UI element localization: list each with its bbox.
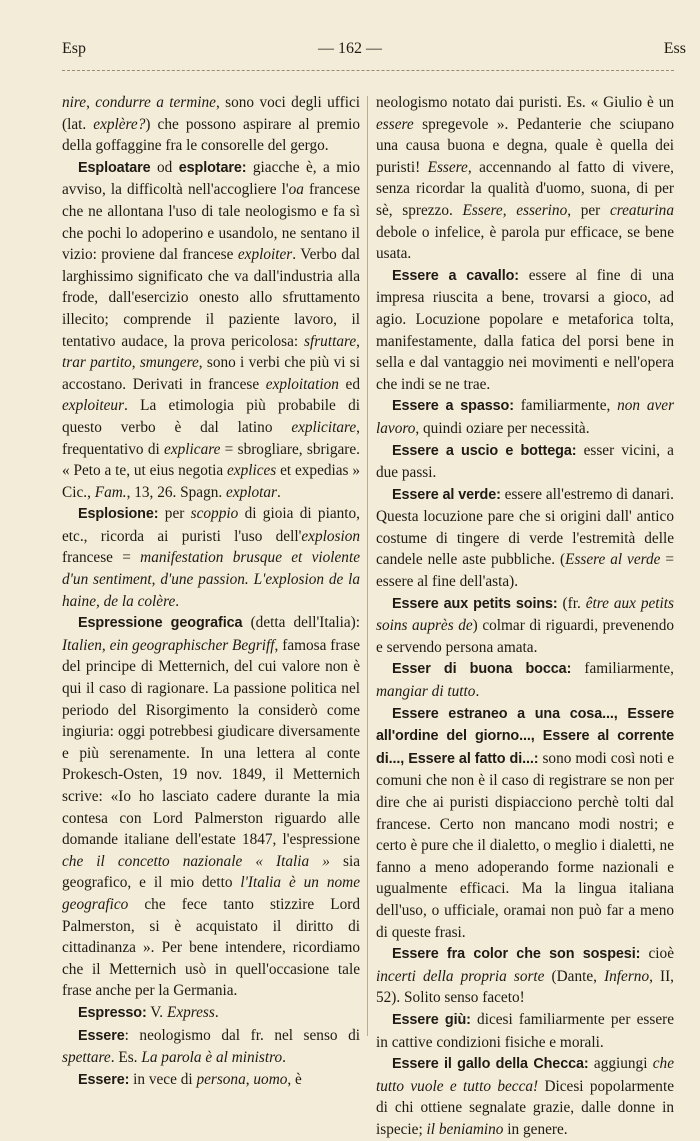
- entry-text: = sbrogliare, sbrigare. « Peto a te, ut eius negotia: [62, 440, 360, 480]
- running-head-left: Esp: [62, 40, 86, 57]
- entry-text: , 13, 26. Spagn.: [126, 483, 227, 501]
- italic-term: che il concetto nazionale « Italia »: [62, 852, 330, 870]
- right-column: [376, 92, 674, 1141]
- entry-text: . La etimologia più probabile di questo verbo è dal latino: [62, 397, 360, 436]
- entry-text: sono modi così noti e comuni che non è il caso di registrare se non per dire che ai puristi dispiacciono perchè tolti dal francese. Certo non mancano modi nostri; e certo è pure che il dialetto, o meglio i dialetti, ne fanno a meno adoperando forme nazionali e ugualmente efficaci. Ma la lingua italiana dell'uso, o ufficiale, oramai non può far a meno di queste frasi.: [376, 749, 674, 941]
- italic-term: il beniamino: [426, 1120, 504, 1138]
- entry-text: di gioia di pianto, etc., ricorda ai puristi l'uso dell': [62, 505, 360, 545]
- entry-text: ) colmar di riguardi, prevenendo e servendo persona amata.: [376, 617, 674, 656]
- entry-text: , frequentativo di: [62, 418, 360, 458]
- headword: Espresso:: [78, 1004, 147, 1021]
- entry-text: (fr.: [557, 594, 586, 612]
- headword: Essere: [78, 1027, 125, 1044]
- headword: Essere il gallo della Checca:: [392, 1056, 589, 1073]
- italic-term: explosion: [301, 527, 360, 545]
- italic-term: explicitare: [291, 418, 357, 436]
- entry-text: , sono i verbi che più vi si accostano. Derivati in francese: [62, 354, 360, 393]
- headword: Essere a cavallo:: [392, 267, 519, 284]
- entry-essere-fra-color-che-son-sospesi: [376, 943, 674, 1009]
- headword: Essere giù:: [392, 1011, 471, 1028]
- entry-esser-di-buona-bocca: [376, 658, 674, 702]
- italic-term: creaturina: [609, 201, 674, 219]
- italic-term: Essere: [427, 158, 468, 176]
- entry-text: in vece di: [129, 1070, 197, 1088]
- entry-text: dicesi familiarmente per essere in cattive condizioni fisiche e morali.: [376, 1010, 675, 1051]
- entry-text: in genere.: [503, 1120, 568, 1138]
- running-head-right: Ess: [663, 40, 686, 57]
- entry-essere-il-gallo-della-checca: [376, 1053, 674, 1140]
- page-number: — 162 —: [318, 40, 382, 57]
- entry-essere-persona: [62, 1069, 360, 1092]
- entry-text: ed: [338, 375, 360, 393]
- italic-term: uomo: [253, 1070, 288, 1088]
- entry-text: , sono voci degli uffici (lat.: [62, 94, 360, 133]
- entry-text: familiarmente,: [571, 660, 674, 678]
- entry-text: neologismo notato dai puristi. Es. « Giulio è un: [376, 94, 674, 111]
- entry-text: , famosa frase del principe di Metternich, del cui valore non è qui il caso di ragionare. La passione politica nel periodo del Risorgimento la considerò come ingiuria: oggi potrebbesi giudicare diversamente e più serenamente. In una lettera al conte Prokesch-Osten, 19 nov. 1849, il Metternich scrive: «Io ho lasciato cadere durante la mia contesa con Lord Palmerston riguardo alle domande italiane dell'estate 1847, l'espressione: [62, 636, 360, 849]
- italic-term: l'Italia è un nome geografico: [62, 874, 360, 913]
- italic-term: trar partito: [62, 354, 132, 372]
- entry-essere-aux-petits-soins: [376, 593, 674, 659]
- italic-term: essere: [376, 115, 414, 133]
- entry-text: V.: [146, 1003, 167, 1021]
- headword: Espressione geografica: [78, 615, 243, 632]
- italic-term: smungere: [139, 354, 199, 372]
- italic-term: Italien, ein geographischer Begriff: [62, 636, 275, 654]
- entry-text: ,: [245, 1070, 254, 1088]
- entry-essere-a-cavallo: [376, 265, 674, 396]
- entry-espresso: [62, 1002, 360, 1025]
- italic-term: être aux petits soins auprès de: [376, 594, 674, 635]
- entry-text: (detta dell'Italia):: [242, 614, 360, 632]
- entry-text: .: [214, 1003, 219, 1021]
- italic-term: Essere al verde: [565, 551, 661, 569]
- entry-text: , quindi oziare per necessità.: [415, 419, 590, 437]
- entry-text: francese che ne allontana l'uso di tale neologismo e fa sì che pochi lo adoperino e usandolo, ne sentano il vizio: proviene dal francese: [62, 181, 360, 264]
- left-column: [62, 92, 360, 1091]
- entry-text: , accennando al fatto di vivere, senza ricordar la qualità d'uomo, suona, di per sè, sprezzo.: [376, 158, 675, 219]
- entry-espressione-geografica: [62, 612, 360, 1002]
- italic-term: condurre a termine: [95, 94, 216, 111]
- italic-term: exploitation: [265, 375, 339, 393]
- entry-text: aggiungi: [588, 1055, 653, 1073]
- entry-text: .: [277, 483, 281, 501]
- headword: esplotare:: [178, 159, 247, 176]
- italic-term: mangiar di tutto: [376, 683, 476, 701]
- entry-text: esser vicini, a due passi.: [376, 441, 674, 482]
- headword: Esploatare: [78, 159, 151, 176]
- entry-text: essere all'estremo di danari. Questa locuzione pare che si origini dall' antico costume di tingere di verde l'estremità delle candele nelle aste pubbliche. (: [376, 485, 674, 569]
- entry-text: sia geografico, e il mio detto: [62, 852, 360, 892]
- entry-text: ,: [356, 332, 360, 350]
- entry-text: familiarmente,: [513, 397, 618, 415]
- entry-text: . Es.: [110, 1049, 142, 1067]
- entry-text: francese =: [62, 549, 141, 567]
- entry-esplosione: [62, 503, 360, 612]
- header-rule: [62, 70, 674, 71]
- italic-term: Express: [166, 1003, 215, 1021]
- entry-text: : neologismo dal fr. nel senso di: [124, 1026, 360, 1044]
- entry-text: spregevole ». Pedanterie che sciupano una causa buona e degna, quale è quella dei puristi!: [376, 115, 674, 176]
- italic-term: exploiter: [237, 246, 293, 264]
- italic-term: scoppio: [190, 505, 239, 523]
- italic-term: manifestation brusque et violente d'un sentiment, d'une passion. L'explosion de la haine, de la colère: [62, 549, 360, 610]
- entry-text: ,: [131, 354, 140, 372]
- entry-essere-a-spasso: [376, 395, 674, 439]
- italic-term: persona: [196, 1070, 246, 1088]
- entry-text: , per: [567, 201, 610, 219]
- headword: Essere a spasso:: [392, 398, 514, 415]
- entry-text: (Dante,: [544, 967, 605, 985]
- entry-text: , II, 52). Solito senso faceto!: [376, 967, 675, 1007]
- italic-term: La parola è al ministro: [141, 1049, 283, 1067]
- entry-text: essere al fine di una impresa riuscita a bene, trovarsi a gioco, ad agio. Locuzione popolare e metaforica tolta, manifestamente, dalla fatica del porsi bene in sella e dal vantaggio nei movimenti e nell'opera che indi se ne trae.: [376, 266, 675, 393]
- headword: Esplosione:: [78, 506, 159, 523]
- entry-continuation: [62, 92, 360, 157]
- entry-text: .: [175, 592, 180, 610]
- italic-term: explotar: [226, 483, 278, 501]
- entry-essere-giu: [376, 1009, 674, 1053]
- entry-essere-a-uscio-e-bottega: [376, 440, 674, 484]
- italic-term: explices: [226, 462, 277, 480]
- entry-essere-estraneo: [376, 703, 674, 944]
- entry-text: giacche è, a mio avviso, la difficoltà nell'accogliere l': [62, 158, 360, 199]
- entry-text: che fece tanto stizzire Lord Palmerston, si è acquistato il diritto di cittadinanza ». Per bene intendere, ricordiamo che il Metternich usò in quell'occasione tale frase anche per la Germania.: [62, 895, 360, 1000]
- entry-text: ) che possono aspirare al premio della goffaggine fra le consorelle del gergo.: [62, 115, 360, 155]
- italic-term: spettare: [62, 1049, 111, 1067]
- entry-text: et expedias » Cic.,: [62, 462, 360, 501]
- italic-term: explère?: [93, 115, 146, 133]
- italic-term: Essere, esserino: [462, 201, 568, 219]
- entry-text: .: [282, 1049, 286, 1067]
- entry-essere-al-verde: [376, 484, 674, 593]
- headword: Essere a uscio e bottega:: [392, 442, 577, 459]
- headword: Essere:: [78, 1071, 130, 1088]
- italic-term: sfruttare: [304, 332, 357, 350]
- entry-esploatare: [62, 157, 360, 504]
- entry-text: = essere al fine dell'asta).: [376, 551, 674, 591]
- italic-term: oa: [288, 181, 304, 199]
- entry-text: od: [150, 158, 179, 176]
- entry-continuation: [376, 92, 674, 265]
- italic-term: explicare: [164, 440, 221, 458]
- italic-term: exploiteur: [62, 397, 125, 415]
- italic-term: Fam.: [94, 483, 127, 501]
- entry-text: Dicesi popolarmente di chi ottiene segnalate grazie, dalle donne in ispecie;: [376, 1077, 674, 1138]
- entry-text: debole o infelice, è parola pur efficace, se bene usata.: [376, 223, 674, 263]
- headword: Essere al verde:: [392, 486, 501, 503]
- column-divider: [367, 96, 368, 1036]
- italic-term: non aver lavoro: [376, 397, 675, 437]
- entry-text: , è: [287, 1070, 302, 1088]
- entry-text: per: [158, 505, 191, 523]
- italic-term: Inferno: [604, 967, 650, 985]
- entry-text: cioè: [640, 945, 674, 963]
- italic-term: che tutto vuole e tutto becca!: [376, 1055, 674, 1095]
- entry-text: .: [475, 683, 480, 701]
- entry-essere-spettare: [62, 1025, 360, 1069]
- entry-text: . Verbo dal larghissimo significato che va dall'industria alla frode, dall'esercizio onesto allo sfruttamento illecito; comprende il paziente lavoro, il tentativo audace, la prova pericolosa:: [62, 246, 360, 350]
- entry-text: ,: [86, 94, 96, 111]
- italic-term: incerti della propria sorte: [376, 967, 545, 985]
- headword: Essere aux petits soins:: [392, 595, 558, 612]
- italic-term: nire: [62, 94, 87, 111]
- headword: Essere fra color che son sospesi:: [392, 946, 641, 963]
- headword: Essere estraneo a una cosa..., Essere all'ordine del giorno..., Essere al corrente di..., Essere al fatto di...:: [376, 705, 674, 767]
- headword: Esser di buona bocca:: [392, 661, 572, 678]
